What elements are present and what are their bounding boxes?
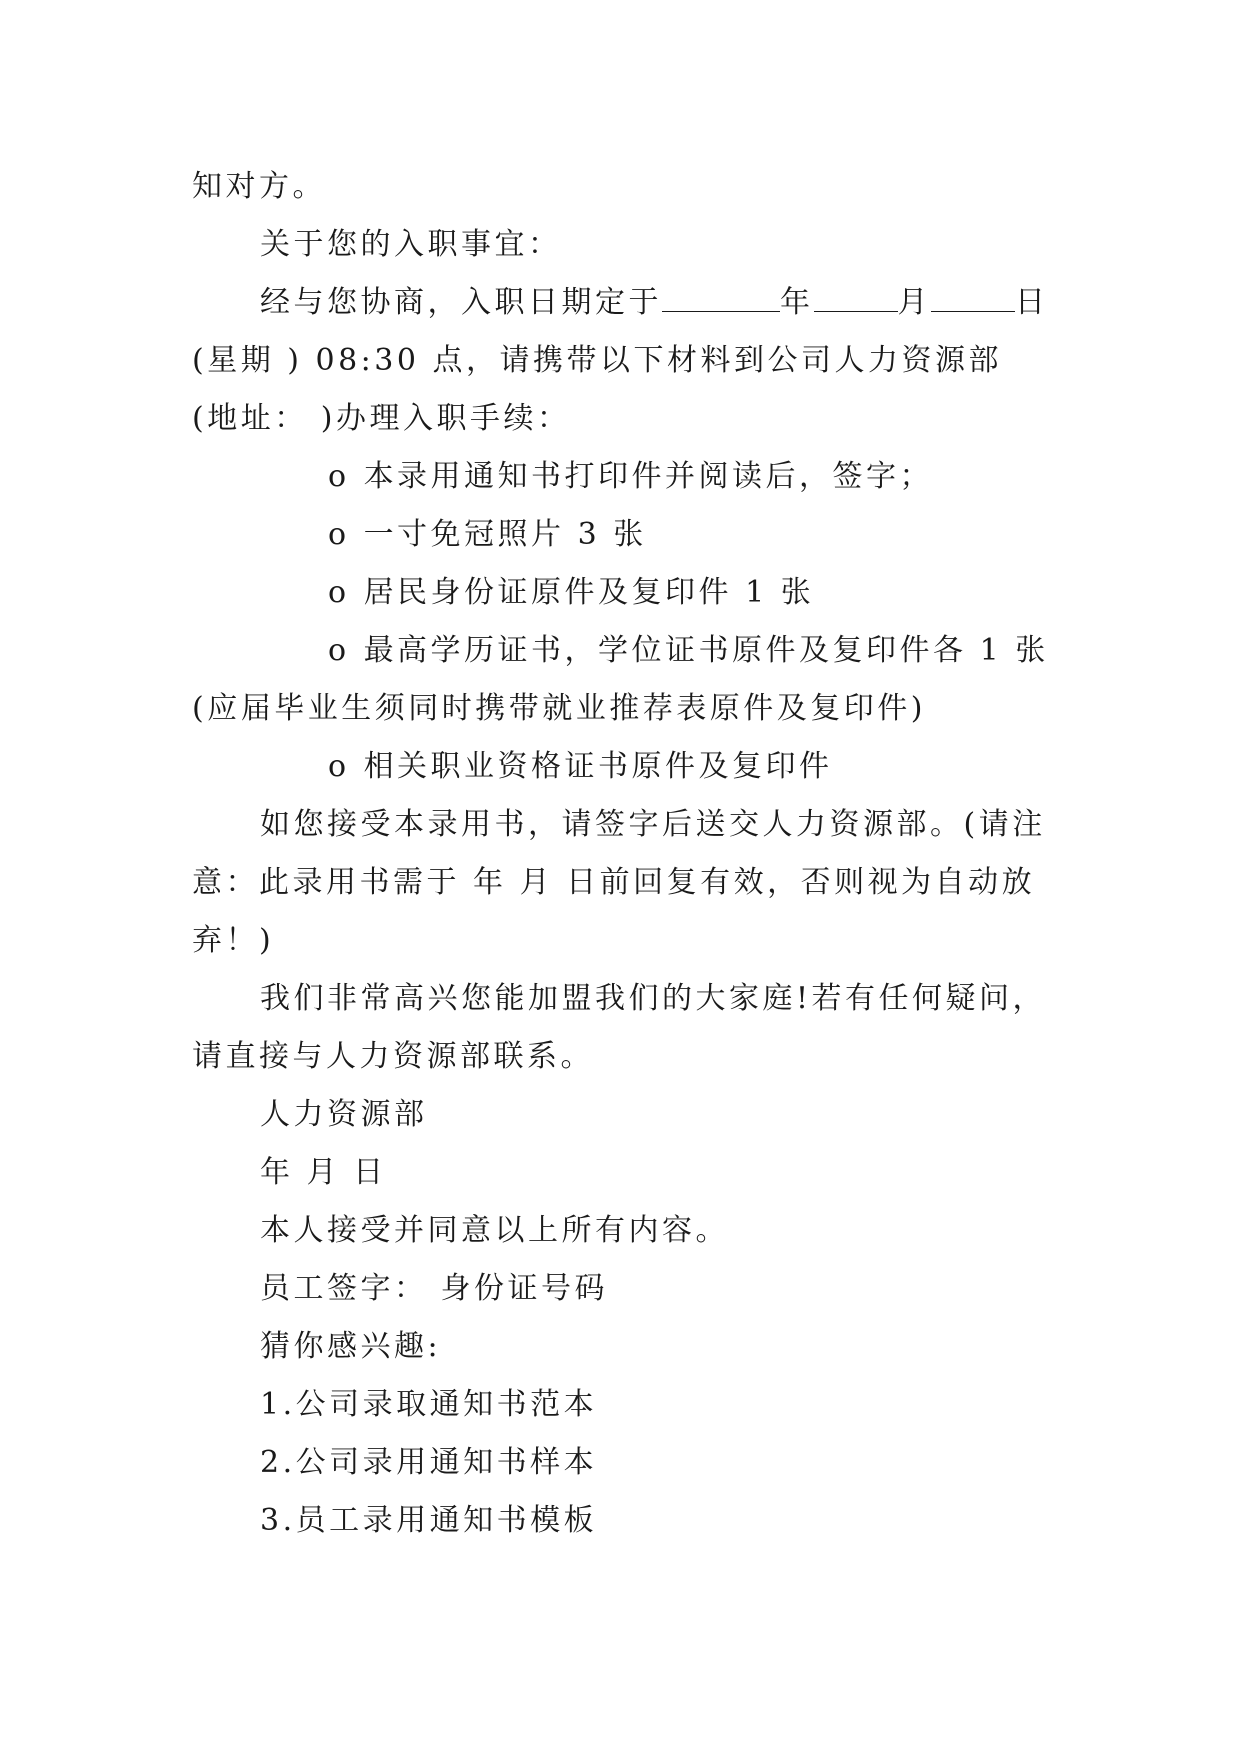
sender-date: 年 月 日 [260, 1155, 387, 1190]
bullet-mark: o [328, 749, 350, 784]
material-item [192, 622, 1052, 738]
accept-notice: 如您接受本录用书，请签字后送交人力资源部。(请注意：此录用书需于 年 月 日前回复有效，否则视为自动放弃！) [192, 807, 1046, 958]
material-item [192, 506, 1052, 564]
month-blank [814, 287, 898, 312]
year-blank [662, 287, 780, 312]
bullet-mark: o [328, 575, 350, 610]
material-text: 最高学历证书，学位证书原件及复印件各 1 张(应届毕业生须同时携带就业推荐表原件及复印件) [192, 633, 1049, 726]
section-heading: 关于您的入职事宜： [260, 227, 562, 262]
material-item [192, 564, 1052, 622]
material-text: 居民身份证原件及复印件 1 张 [363, 575, 815, 610]
day-label: 日 [1015, 285, 1049, 320]
schedule-paragraph [192, 274, 1052, 448]
welcome-paragraph: 我们非常高兴您能加盟我们的大家庭!若有任何疑问，请直接与人力资源部联系。 [192, 981, 1047, 1074]
document-page [192, 158, 1052, 1550]
material-item [192, 738, 1052, 796]
bullet-mark: o [328, 459, 350, 494]
material-text: 相关职业资格证书原件及复印件 [363, 749, 833, 784]
related-link[interactable]: 1.公司录取通知书范本 [260, 1387, 598, 1422]
material-text: 本录用通知书打印件并阅读后，签字； [363, 459, 934, 494]
month-label: 月 [897, 285, 931, 320]
bullet-mark: o [328, 517, 350, 552]
agreement-line: 本人接受并同意以上所有内容。 [260, 1213, 729, 1248]
schedule-lead: 经与您协商，入职日期定于 [260, 285, 662, 320]
sender-name: 人力资源部 [260, 1097, 428, 1132]
related-heading: 猜你感兴趣: [260, 1329, 442, 1364]
day-blank [931, 287, 1015, 312]
signature-line: 员工签字： 身份证号码 [260, 1271, 609, 1306]
schedule-rest: (星期 ) 08:30 点，请携带以下材料到公司人力资源部 (地址： )办理入职手续： [192, 343, 1002, 436]
paragraph-continuation: 知对方。 [192, 169, 326, 204]
related-link[interactable]: 3.员工录用通知书模板 [260, 1503, 598, 1538]
bullet-mark: o [328, 633, 350, 668]
year-label: 年 [780, 285, 814, 320]
material-text: 一寸免冠照片 3 张 [363, 517, 647, 552]
material-item [192, 448, 1052, 506]
related-link[interactable]: 2.公司录用通知书样本 [260, 1445, 598, 1480]
